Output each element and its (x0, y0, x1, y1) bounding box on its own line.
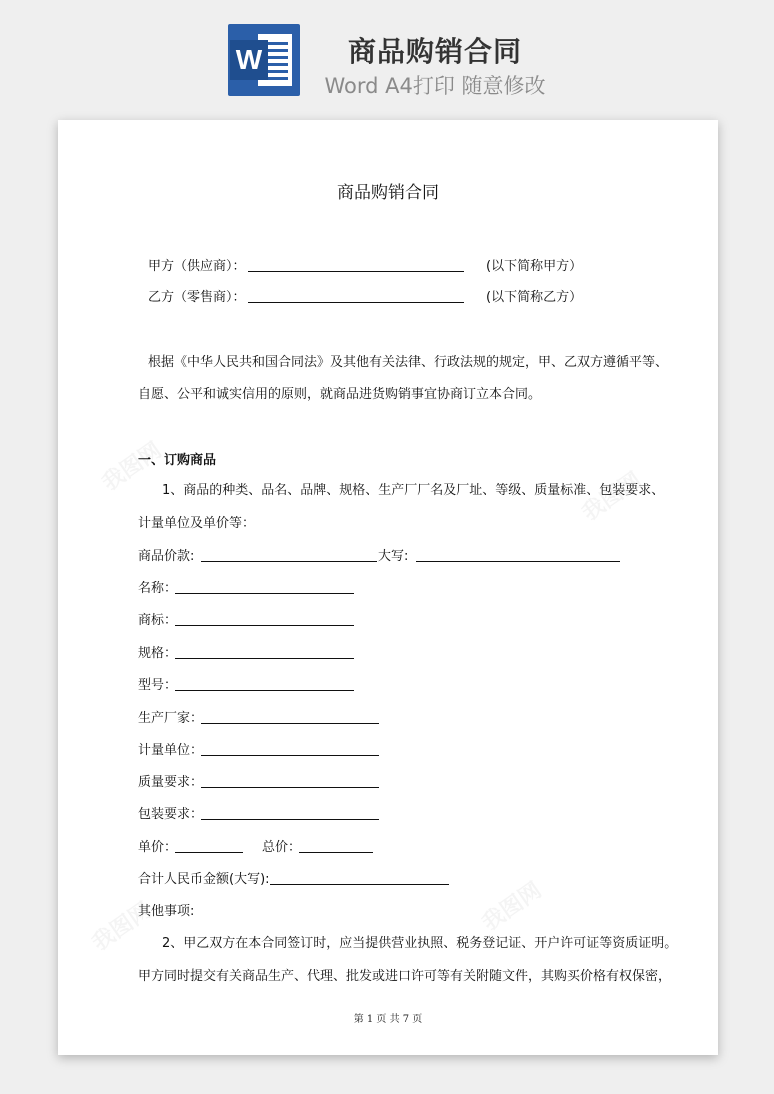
name-field[interactable] (175, 580, 354, 600)
price-label: 商品价款: (138, 549, 195, 564)
header-subtitle: Word A4打印 随意修改 (324, 74, 546, 98)
document-page (58, 120, 718, 1055)
word-letter: W (230, 40, 268, 80)
party-a-field[interactable] (248, 258, 464, 278)
model-label: 型号： (138, 678, 178, 693)
party-a-label: 甲方（供应商）： (148, 259, 246, 274)
word-document-icon (228, 24, 300, 96)
item1-line-1: 1、商品的种类、品名、品牌、规格、生产厂厂名及厂址、等级、质量标准、包装要求、 (162, 483, 665, 498)
maker-label: 生产厂家： (138, 711, 204, 726)
price-field[interactable] (201, 548, 377, 568)
brand-label: 商标： (138, 613, 178, 628)
unit-field[interactable] (201, 742, 379, 762)
other-label: 其他事项: (138, 904, 195, 919)
section-heading: 一、订购商品 (138, 453, 217, 468)
rmb-total-label: 合计人民币金额(大写): (138, 872, 270, 887)
daxie-field[interactable] (416, 548, 620, 568)
item2-line-1: 2、甲乙双方在本合同签订时，应当提供营业执照、税务登记证、开户许可证等资质证明。 (162, 936, 678, 951)
maker-field[interactable] (201, 710, 379, 730)
unit-price-field[interactable] (175, 839, 243, 859)
quality-label: 质量要求： (138, 775, 204, 790)
model-field[interactable] (175, 677, 354, 697)
party-a-note: (以下简称甲方） (486, 259, 583, 274)
name-label: 名称： (138, 581, 178, 596)
intro-line-2: 自愿、公平和诚实信用的原则，就商品进货购销事宜协商订立本合同。 (138, 387, 542, 402)
spec-label: 规格： (138, 646, 178, 661)
unit-price-label: 单价： (138, 840, 178, 855)
rmb-total-field[interactable] (270, 871, 449, 891)
item1-line-2: 计量单位及单价等： (138, 516, 256, 531)
spec-field[interactable] (175, 645, 354, 665)
document-title: 商品购销合同 (337, 183, 439, 203)
total-price-label: 总价： (262, 840, 302, 855)
party-b-field[interactable] (248, 289, 464, 309)
brand-field[interactable] (175, 612, 354, 632)
party-b-note: (以下简称乙方） (486, 290, 583, 305)
package-label: 包装要求： (138, 807, 204, 822)
header-title: 商品购销合同 (347, 35, 522, 68)
party-b-label: 乙方（零售商）： (148, 290, 246, 305)
watermark (475, 874, 547, 937)
intro-line-1: 根据《中华人民共和国合同法》及其他有关法律、行政法规的规定，甲、乙双方遵循平等、 (148, 355, 669, 370)
quality-field[interactable] (201, 774, 379, 794)
unit-label: 计量单位： (138, 743, 204, 758)
package-field[interactable] (201, 806, 379, 826)
item2-line-2: 甲方同时提交有关商品生产、代理、批发或进口许可等有关附随文件，其购买价格有权保密， (138, 969, 672, 984)
daxie-label: 大写: (378, 549, 409, 564)
page-footer: 第 1 页 共 7 页 (353, 1014, 423, 1025)
promo-header (0, 0, 774, 110)
total-price-field[interactable] (299, 839, 373, 859)
